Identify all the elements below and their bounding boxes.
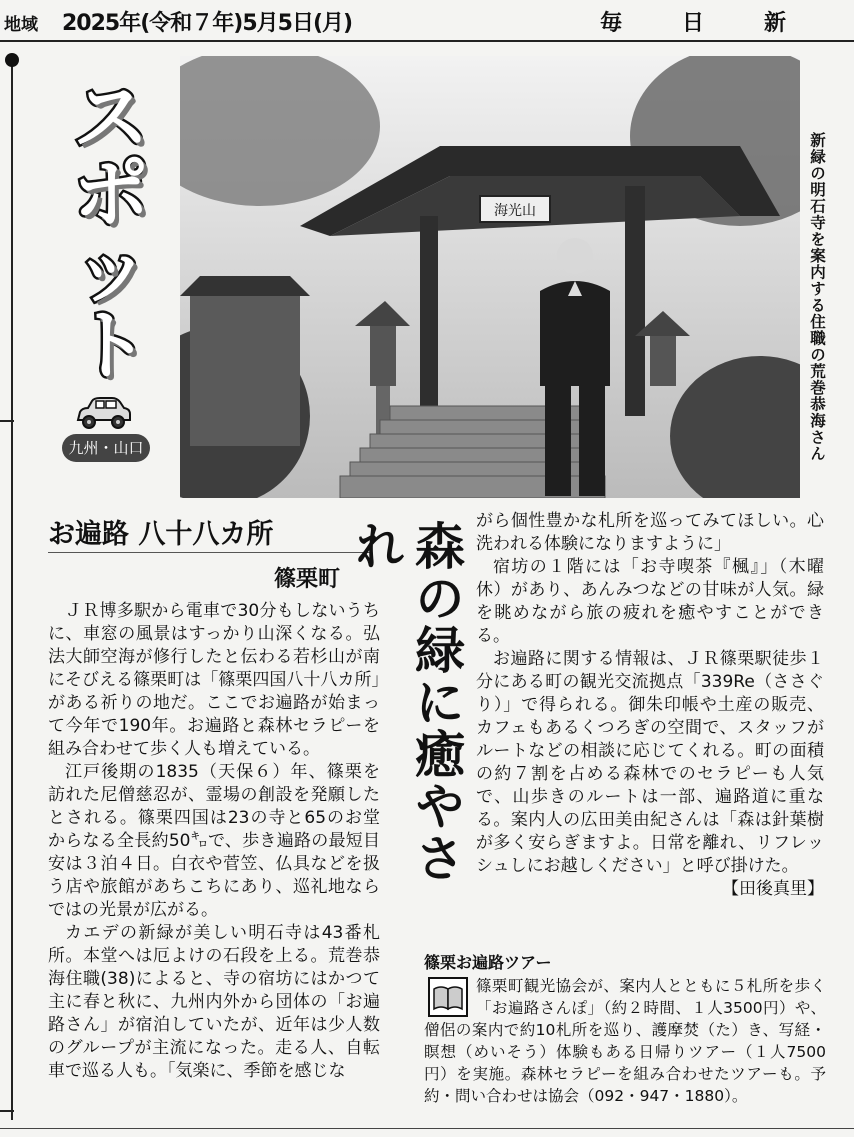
divider [0, 420, 14, 422]
spot-char: ス [73, 73, 149, 162]
article-body-right [476, 510, 824, 901]
vertical-headline: 森の緑に癒やされ [347, 520, 466, 884]
book-icon [428, 977, 468, 1017]
region-badge: 九州・山口 [62, 434, 150, 462]
spot-banner-title [56, 73, 166, 390]
tour-title: 篠栗お遍路ツアー [424, 953, 552, 972]
left-column-rule [11, 60, 13, 1120]
issue-date: 2025年(令和７年)5月5日(月) [62, 11, 353, 36]
article-subhead: 篠栗町 [274, 567, 341, 592]
paragraph: 江戸後期の1835（天保６）年、篠栗を訪れた尼僧慈忍が、霊場の創設を発願したとされる。篠栗四国は23の寺と65のお堂からなる全長約50㌔で、歩き遍路の最短目安は３泊４日。白衣や菅笠、仏具などを扱う店や旅館があちこちにあり、巡礼地ならではの光景が広がる。 [48, 762, 380, 920]
paragraph: 宿坊の１階には「お寺喫茶『楓』」（木曜休）があり、あんみつなどの甘味が人気。緑を眺めながら旅の疲れを癒やすことができる。 [476, 557, 824, 646]
newspaper-name: 毎日新 [600, 10, 847, 36]
temple-gate-photo [180, 56, 800, 498]
tour-body: 篠栗町観光協会が、案内人とともに５札所を歩く「お遍路さんぽ」（約２時間、１人3500円）や、僧侶の案内で約10札所を巡り、護摩焚（た）き、写経・瞑想（めいそう）体験もある日帰りツアー（１人7500円）を実施。森林セラピーを組み合わせたツアーも。予約・問い合わせは協会（092・947・1880）。 [424, 977, 826, 1105]
article-headline: お遍路 八十八カ所 [48, 519, 274, 550]
tour-info-box [424, 950, 826, 1107]
bottom-rule [0, 1128, 854, 1129]
spot-char: ト [73, 301, 149, 390]
section-label: 地域 [4, 15, 38, 35]
spot-char: ッ [73, 225, 149, 314]
tour-body-wrap [424, 975, 826, 1107]
paragraph: ＪＲ博多駅から電車で30分もしないうちに、車窓の風景はすっかり山深くなる。弘法大師空海が修行したと伝わる若杉山が南にそびえる篠栗町は「篠栗四国八十八カ所」がある祈りの地だ。ここでお遍路が始まって今年で190年。お遍路と森林セラピーを組み合わせて歩く人も増えている。 [48, 601, 380, 759]
divider [0, 1110, 14, 1112]
page-header [0, 0, 854, 42]
photo-caption: 新緑の明石寺を案内する住職の荒巻恭海さん [808, 132, 826, 462]
article-body-left [48, 600, 380, 1083]
byline: 【田後真里】 [722, 879, 824, 899]
spot-char: ポ [73, 149, 149, 238]
paragraph: カエデの新緑が美しい明石寺は43番札所。本堂へは厄よけの石段を上る。荒巻恭海住職(38)によると、寺の宿坊にはかつて主に春と秋に、九州内外から団体の「お遍路さん」が宿泊していたが、近年は少人数のグループが主流になった。走る人、自転車で巡る人も。「気楽に、季節を感じな [48, 923, 380, 1081]
car-icon [72, 396, 134, 432]
paragraph: お遍路に関する情報は、ＪＲ篠栗駅徒歩１分にある町の観光交流拠点「339Re（ささぐり）」で得られる。御朱印帳や土産の販売、カフェもあるくつろぎの空間で、スタッフがルートなどの相談に応じてくれる。町の面積の約７割を占める森林でのセラピーも人気で、山歩きのルートは一部、遍路道に重なる。案内人の広田美由紀さんは「森は針葉樹が多く安らぎますよ。日常を離れ、リフレッシュしにお越しください」と呼び掛けた。 [476, 649, 824, 876]
gate-sign: 海光山 [494, 203, 536, 219]
rule-dot [5, 53, 19, 67]
headline-underline [48, 552, 372, 553]
paragraph-continuation: がら個性豊かな札所を巡ってみてほしい。心洗われる体験になりますように」 [476, 511, 824, 554]
